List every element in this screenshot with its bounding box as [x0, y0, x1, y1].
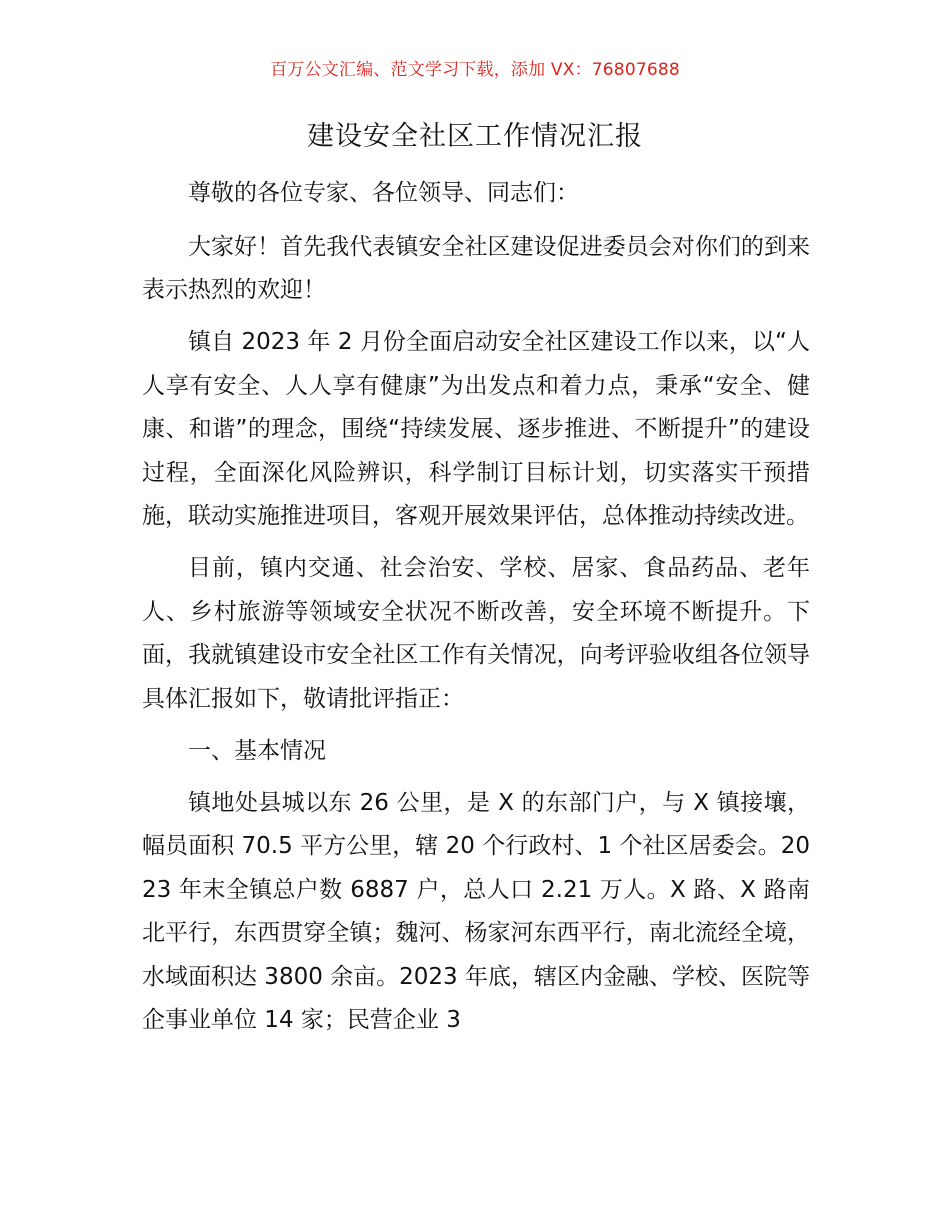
welcome-paragraph: 大家好！首先我代表镇安全社区建设促进委员会对你们的到来表示热烈的欢迎！: [142, 233, 810, 303]
status-paragraph: 目前，镇内交通、社会治安、学校、居家、食品药品、老年人、乡村旅游等领域安全状况不断改善，安全环境不断提升。下面，我就镇建设市安全社区工作有关情况，向考评验收组各位领导具体汇报如下，敬请批评指正：: [142, 555, 810, 712]
document-body: [142, 172, 810, 1051]
basic-info-paragraph: 镇地处县城以东 26 公里，是 X 的东部门户，与 X 镇接壤，幅员面积 70.5 平方公里，辖 20 个行政村、1 个社区居委会。2023 年末全镇总户数 6887 户，总人口 2.21 万人。X 路、X 路南北平行，东西贯穿全镇；魏河、杨家河东西平行，南北流经全境，水域面积达 3800 余亩。2023 年底，辖区内金融、学校、医院等企事业单位 14 家；民营企业 3: [142, 789, 810, 1033]
header-watermark: 百万公文汇编、范文学习下载，添加 VX：76807688: [270, 60, 680, 80]
document-title: 建设安全社区工作情况汇报: [307, 121, 643, 152]
section-heading: 一、基本情况: [188, 737, 326, 764]
greeting-paragraph: 尊敬的各位专家、各位领导、同志们：: [188, 180, 579, 206]
overview-paragraph: 镇自 2023 年 2 月份全面启动安全社区建设工作以来，以“人人享有安全、人人享有健康”为出发点和着力点，秉承“安全、健康、和谐”的理念，围绕“持续发展、逐步推进、不断提升”的建设过程，全面深化风险辨识，科学制订目标计划，切实落实干预措施，联动实施推进项目，客观开展效果评估，总体推动持续改进。: [142, 329, 810, 529]
